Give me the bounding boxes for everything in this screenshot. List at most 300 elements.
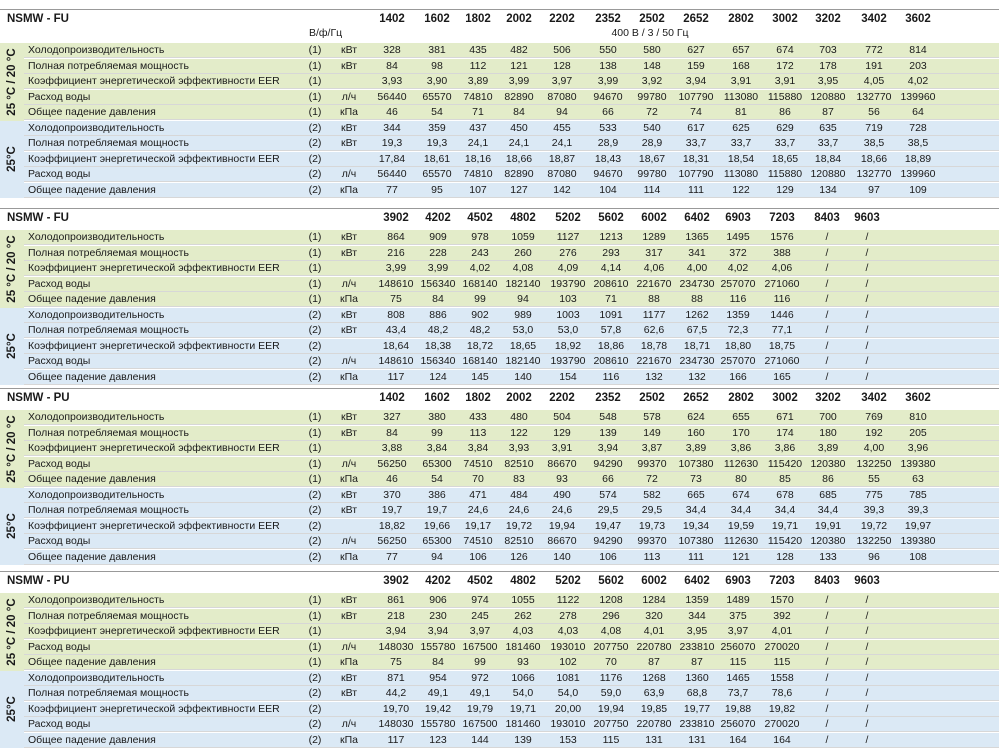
table-cell: 128 <box>776 550 794 563</box>
column-header: 4802 <box>510 575 536 587</box>
row-unit: л/ч <box>341 90 357 103</box>
row-unit: кПа <box>340 733 358 746</box>
table-cell: 121 <box>510 59 528 72</box>
table-cell: 3,84 <box>467 442 489 454</box>
table-cell: 19,66 <box>423 519 451 532</box>
table-cell: 115420 <box>767 535 803 547</box>
condition-label-1 <box>0 230 24 308</box>
table-cell: 94290 <box>593 535 623 547</box>
column-header: 6002 <box>641 575 667 587</box>
row-label: Коэффициент энергетической эффективности EER <box>28 152 280 165</box>
table-cell: / <box>865 370 869 383</box>
table-cell: 4,03 <box>512 625 534 637</box>
table-cell: 142 <box>553 183 571 196</box>
table-cell: 234730 <box>679 277 715 290</box>
units-row <box>0 27 999 41</box>
table-cell: 46 <box>386 473 398 485</box>
table-cell: 1558 <box>770 671 794 684</box>
table-cell: 205 <box>909 426 927 439</box>
row-label: Общее падение давления <box>28 106 156 118</box>
table-cell: 574 <box>599 488 617 501</box>
condition-text-2: 25°C <box>6 696 18 723</box>
table-cell: 19,59 <box>727 519 755 532</box>
row-ref: (2) <box>308 121 322 134</box>
table-cell: 3,91 <box>730 75 752 87</box>
table-cell: 99370 <box>637 457 667 470</box>
row-label: Общее падение давления <box>28 293 156 305</box>
table-cell: 886 <box>429 308 447 321</box>
block-header <box>0 574 999 590</box>
table-cell: 1091 <box>599 308 623 321</box>
column-header: 4202 <box>425 575 451 587</box>
table-cell: 120880 <box>810 90 846 103</box>
table-cell: 120880 <box>810 168 846 180</box>
table-cell: 902 <box>471 308 489 321</box>
table-cell: 115880 <box>767 168 803 180</box>
table-cell: / <box>825 293 829 305</box>
table-cell: 216 <box>387 246 405 259</box>
table-cell: 67,5 <box>686 324 708 336</box>
column-header: 3202 <box>815 392 841 404</box>
table-cell: 703 <box>819 44 837 56</box>
table-cell: 4,06 <box>771 262 793 274</box>
row-ref: (1) <box>308 106 322 118</box>
table-cell: 3,96 <box>907 442 929 454</box>
table-cell: 3,92 <box>641 75 663 87</box>
block-separator <box>0 208 999 209</box>
table-cell: / <box>825 339 829 352</box>
table-cell: 808 <box>387 308 405 321</box>
table-cell: 114 <box>643 183 661 196</box>
table-cell: 48,2 <box>427 324 449 336</box>
row-ref: (1) <box>308 59 322 72</box>
column-header: 3402 <box>861 13 887 25</box>
table-cell: 207750 <box>593 718 629 730</box>
table-cell: 74810 <box>463 90 493 103</box>
table-cell: 381 <box>428 44 446 56</box>
table-cell: 19,34 <box>682 519 710 532</box>
table-cell: 3,84 <box>426 442 448 454</box>
table-cell: 86 <box>822 473 834 485</box>
row-label: Холодопроизводительность <box>28 488 165 501</box>
table-cell: 327 <box>383 411 401 423</box>
row-ref: (1) <box>308 609 322 622</box>
row-unit: кВт <box>340 609 358 622</box>
table-cell: 19,97 <box>904 519 932 532</box>
row-unit: кВт <box>340 411 358 423</box>
block-header <box>0 391 999 407</box>
table-cell: 18,38 <box>424 339 452 352</box>
table-cell: / <box>865 733 869 746</box>
table-cell: 74810 <box>463 168 493 180</box>
table-cell: 4,02 <box>469 262 491 274</box>
table-cell: 775 <box>865 488 883 501</box>
table-cell: 33,7 <box>774 137 796 149</box>
condition-label-1 <box>0 43 24 121</box>
table-cell: 18,65 <box>771 152 799 165</box>
table-cell: 75 <box>390 656 402 668</box>
condition-label-1 <box>0 410 24 488</box>
row-ref: (1) <box>308 442 322 454</box>
table-cell: 112630 <box>723 535 759 547</box>
table-cell: 56 <box>868 106 880 118</box>
unit-label: В/ф/Гц <box>309 27 343 39</box>
table-cell: 148610 <box>378 277 414 290</box>
block-separator <box>0 571 999 572</box>
table-cell: 18,43 <box>594 152 622 165</box>
table-cell: 18,31 <box>682 152 710 165</box>
column-header: 3902 <box>383 575 409 587</box>
table-cell: 1122 <box>556 594 580 606</box>
table-cell: 155780 <box>420 718 456 730</box>
table-cell: 1359 <box>685 594 709 606</box>
table-cell: 87 <box>822 106 834 118</box>
table-row <box>24 503 999 518</box>
row-ref: (1) <box>308 246 322 259</box>
table-cell: 57,8 <box>600 324 622 336</box>
column-header: 7203 <box>769 575 795 587</box>
table-cell: 94 <box>431 550 443 563</box>
table-cell: 19,82 <box>768 702 796 715</box>
row-ref: (1) <box>308 262 322 274</box>
table-cell: 88 <box>648 293 660 305</box>
table-cell: / <box>865 308 869 321</box>
table-row <box>24 230 999 245</box>
table-cell: 1365 <box>685 231 709 243</box>
table-cell: 86 <box>779 106 791 118</box>
table-cell: 164 <box>729 733 747 746</box>
table-cell: 131 <box>645 733 663 746</box>
table-cell: 56440 <box>377 168 407 180</box>
table-cell: 1208 <box>599 594 623 606</box>
table-cell: 107380 <box>678 457 714 470</box>
table-cell: 700 <box>819 411 837 423</box>
table-row <box>24 90 999 105</box>
table-cell: 182140 <box>505 277 541 290</box>
table-cell: 629 <box>776 121 794 134</box>
table-cell: 203 <box>909 59 927 72</box>
table-row <box>24 136 999 151</box>
table-cell: 87080 <box>547 90 577 103</box>
table-cell: / <box>865 355 869 367</box>
table-row <box>24 339 999 354</box>
table-row <box>24 593 999 608</box>
block-header <box>0 12 999 28</box>
table-cell: 64 <box>912 106 924 118</box>
table-cell: 149 <box>643 426 661 439</box>
table-cell: 75 <box>390 293 402 305</box>
table-cell: 665 <box>687 488 705 501</box>
row-unit: л/ч <box>341 168 357 180</box>
table-cell: 1055 <box>511 594 535 606</box>
table-cell: 168140 <box>462 277 498 290</box>
table-cell: 24,6 <box>508 504 530 516</box>
table-cell: 43,4 <box>385 324 407 336</box>
row-label: Коэффициент энергетической эффективности EER <box>28 442 280 454</box>
row-unit: кВт <box>340 671 358 684</box>
table-cell: 221670 <box>636 355 672 367</box>
table-cell: 107790 <box>678 90 714 103</box>
table-cell: 906 <box>429 594 447 606</box>
table-cell: 20,00 <box>554 702 582 715</box>
table-cell: / <box>825 702 829 715</box>
table-row <box>24 121 999 136</box>
table-cell: 1570 <box>770 594 794 606</box>
table-cell: 320 <box>645 609 663 622</box>
table-cell: 296 <box>602 609 620 622</box>
table-cell: 180 <box>819 426 837 439</box>
table-cell: 99 <box>431 426 443 439</box>
row-label: Холодопроизводительность <box>28 594 165 606</box>
table-row <box>24 717 999 732</box>
condition-label-2 <box>0 121 24 199</box>
column-header: 2352 <box>595 392 621 404</box>
row-ref: (2) <box>308 550 322 563</box>
table-cell: 19,94 <box>597 702 625 715</box>
table-cell: 293 <box>602 246 620 259</box>
condition-label-2 <box>0 308 24 386</box>
table-cell: 19,72 <box>860 519 888 532</box>
column-header: 5602 <box>598 212 624 224</box>
row-ref: (2) <box>308 488 322 501</box>
table-cell: 18,66 <box>860 152 888 165</box>
table-cell: 65570 <box>422 90 452 103</box>
table-cell: 55 <box>868 473 880 485</box>
row-label: Общее падение давления <box>28 183 156 196</box>
column-header: 3602 <box>905 13 931 25</box>
table-cell: 165 <box>773 370 791 383</box>
row-ref: (1) <box>308 656 322 668</box>
table-cell: 18,75 <box>768 339 796 352</box>
table-cell: 19,85 <box>640 702 668 715</box>
table-cell: 140 <box>553 550 571 563</box>
row-label: Коэффициент энергетической эффективности EER <box>28 519 280 532</box>
table-cell: 113 <box>643 550 661 563</box>
column-header: 5602 <box>598 575 624 587</box>
table-cell: 139380 <box>900 535 936 547</box>
table-cell: 115 <box>773 656 791 668</box>
table-cell: 103 <box>559 293 577 305</box>
table-cell: 433 <box>469 411 487 423</box>
column-header: 2502 <box>639 13 665 25</box>
table-cell: 132 <box>688 370 706 383</box>
column-header: 2652 <box>683 392 709 404</box>
column-header: 6402 <box>684 575 710 587</box>
row-ref: (2) <box>308 504 322 516</box>
table-cell: 540 <box>643 121 661 134</box>
table-cell: 3,89 <box>685 442 707 454</box>
table-cell: 122 <box>510 426 528 439</box>
column-header: 2802 <box>728 13 754 25</box>
table-cell: 1268 <box>642 671 666 684</box>
table-cell: 4,00 <box>686 262 708 274</box>
table-cell: 117 <box>387 370 405 383</box>
table-cell: 44,2 <box>385 687 407 699</box>
table-cell: 24,1 <box>467 137 489 149</box>
table-cell: 56250 <box>377 535 407 547</box>
table-cell: 674 <box>776 44 794 56</box>
table-cell: 674 <box>732 488 750 501</box>
table-cell: 1576 <box>770 231 794 243</box>
row-label: Холодопроизводительность <box>28 44 165 56</box>
table-cell: 192 <box>865 426 883 439</box>
row-label: Коэффициент энергетической эффективности EER <box>28 75 280 87</box>
table-cell: 3,91 <box>774 75 796 87</box>
column-header: 6402 <box>684 212 710 224</box>
table-cell: 132770 <box>856 90 892 103</box>
table-cell: 24,6 <box>467 504 489 516</box>
row-ref: (2) <box>308 308 322 321</box>
table-cell: 34,4 <box>730 504 752 516</box>
table-cell: / <box>825 246 829 259</box>
table-cell: 93 <box>517 656 529 668</box>
table-cell: / <box>825 324 829 336</box>
table-cell: 131 <box>688 733 706 746</box>
table-cell: 99 <box>474 656 486 668</box>
table-cell: 82890 <box>504 168 534 180</box>
table-cell: / <box>865 702 869 715</box>
table-cell: 148030 <box>378 640 414 653</box>
condition-text-1: 25 °C / 20 °C <box>6 48 18 116</box>
table-row <box>24 702 999 717</box>
row-unit: кПа <box>340 370 358 383</box>
table-cell: 3,89 <box>467 75 489 87</box>
table-cell: 160 <box>687 426 705 439</box>
table-cell: 1127 <box>556 231 580 243</box>
table-cell: 24,1 <box>508 137 530 149</box>
table-cell: 233810 <box>679 640 715 653</box>
table-cell: 548 <box>599 411 617 423</box>
table-cell: 126 <box>510 550 528 563</box>
column-header: 1402 <box>379 13 405 25</box>
table-cell: 71 <box>472 106 484 118</box>
table-cell: 132250 <box>856 457 892 470</box>
table-cell: 83 <box>513 473 525 485</box>
table-cell: 159 <box>687 59 705 72</box>
table-cell: 128 <box>553 59 571 72</box>
table-cell: 19,42 <box>424 702 452 715</box>
table-cell: 97 <box>868 183 880 196</box>
table-cell: 116 <box>602 370 620 383</box>
table-cell: 719 <box>865 121 883 134</box>
table-cell: 582 <box>643 488 661 501</box>
column-header: 3602 <box>905 392 931 404</box>
table-cell: 84 <box>432 293 444 305</box>
table-cell: 106 <box>599 550 617 563</box>
table-cell: 972 <box>471 671 489 684</box>
table-row <box>24 457 999 472</box>
table-cell: 166 <box>729 370 747 383</box>
table-cell: 84 <box>386 59 398 72</box>
table-cell: 4,05 <box>863 75 885 87</box>
table-cell: 4,01 <box>643 625 665 637</box>
table-cell: 1176 <box>599 671 623 684</box>
table-cell: / <box>865 594 869 606</box>
column-header: 7203 <box>769 212 795 224</box>
table-cell: 1177 <box>642 308 666 321</box>
table-cell: 193010 <box>550 718 586 730</box>
table-cell: 18,82 <box>378 519 406 532</box>
table-cell: / <box>865 324 869 336</box>
column-header: 9603 <box>854 212 880 224</box>
table-cell: 18,78 <box>640 339 668 352</box>
table-cell: 48,2 <box>469 324 491 336</box>
table-cell: 4,14 <box>600 262 622 274</box>
table-cell: 480 <box>510 411 528 423</box>
table-cell: 678 <box>776 488 794 501</box>
table-cell: 174 <box>776 426 794 439</box>
column-header: 2202 <box>549 13 575 25</box>
table-cell: 74510 <box>463 535 493 547</box>
row-ref: (1) <box>308 90 322 103</box>
table-cell: 533 <box>599 121 617 134</box>
table-row <box>24 105 999 120</box>
row-unit: л/ч <box>341 355 357 367</box>
row-label: Холодопроизводительность <box>28 231 165 243</box>
table-cell: 635 <box>819 121 837 134</box>
table-cell: 113080 <box>723 168 759 180</box>
table-cell: / <box>825 231 829 243</box>
table-row <box>24 246 999 261</box>
table-cell: 3,86 <box>774 442 796 454</box>
table-cell: 62,6 <box>643 324 665 336</box>
table-cell: 96 <box>868 550 880 563</box>
table-cell: 113080 <box>723 90 759 103</box>
table-cell: 145 <box>471 370 489 383</box>
table-cell: 19,17 <box>464 519 492 532</box>
row-ref: (1) <box>308 277 322 290</box>
row-label: Полная потребляемая мощность <box>28 246 189 259</box>
table-cell: / <box>865 262 869 274</box>
table-row <box>24 733 999 748</box>
table-cell: / <box>825 355 829 367</box>
row-label: Общее падение давления <box>28 370 156 383</box>
table-cell: 19,71 <box>771 519 799 532</box>
row-unit: кВт <box>340 324 358 336</box>
table-cell: 102 <box>559 656 577 668</box>
table-cell: 3,86 <box>730 442 752 454</box>
table-cell: 181460 <box>505 718 541 730</box>
table-cell: 107380 <box>678 535 714 547</box>
table-cell: 671 <box>776 411 794 423</box>
table-cell: 388 <box>773 246 791 259</box>
condition-text-1: 25 °C / 20 °C <box>6 235 18 303</box>
table-row <box>24 167 999 182</box>
row-unit: кПа <box>340 473 358 485</box>
table-cell: 87080 <box>547 168 577 180</box>
table-cell: 139380 <box>900 457 936 470</box>
table-cell: 256070 <box>720 718 756 730</box>
table-cell: 167500 <box>462 718 498 730</box>
table-cell: 94670 <box>593 90 623 103</box>
table-cell: 113 <box>469 426 487 439</box>
table-cell: 107790 <box>678 168 714 180</box>
column-header: 5202 <box>555 212 581 224</box>
row-ref: (2) <box>308 152 322 165</box>
table-cell: 115 <box>602 733 620 746</box>
row-label: Общее падение давления <box>28 733 156 746</box>
row-label: Расход воды <box>28 90 91 103</box>
row-unit: кВт <box>340 59 358 72</box>
row-label: Полная потребляемая мощность <box>28 137 189 149</box>
column-header: 4502 <box>467 212 493 224</box>
table-cell: 134 <box>819 183 837 196</box>
table-cell: 769 <box>865 411 883 423</box>
table-cell: 124 <box>429 370 447 383</box>
table-cell: / <box>865 339 869 352</box>
column-header: 5202 <box>555 575 581 587</box>
row-ref: (1) <box>308 44 322 56</box>
